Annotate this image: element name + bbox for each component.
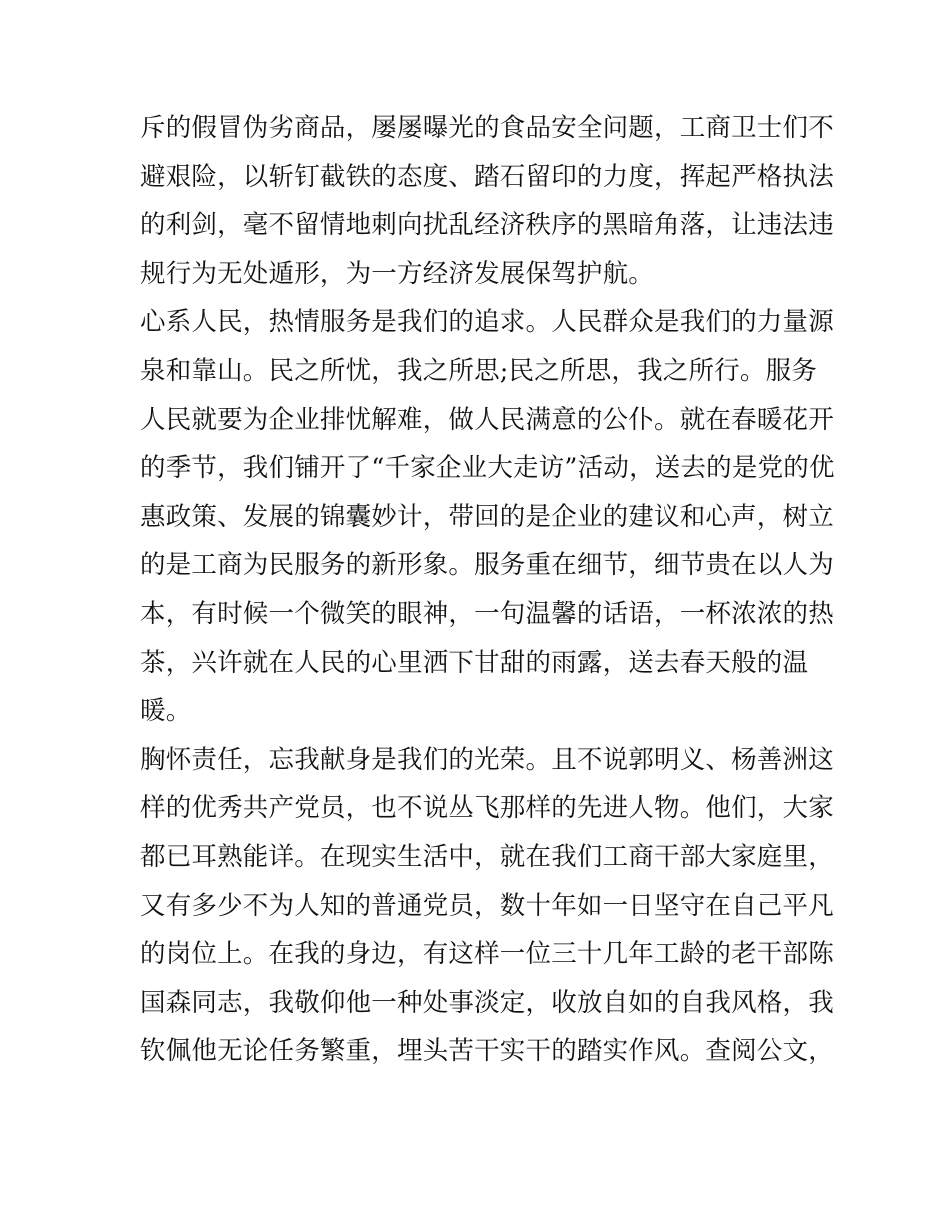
text-line: 又有多少不为人知的普通党员，数十年如一日坚守在自己平凡 [140, 890, 834, 921]
text-line: 都已耳熟能详。在现实生活中，就在我们工商干部大家庭里， [140, 841, 834, 872]
text-line: 的季节，我们铺开了“千家企业大走访”活动，送去的是党的优 [140, 453, 835, 484]
text-line: 的岗位上。在我的身边，有这样一位三十几年工龄的老干部陈 [140, 939, 834, 970]
text-line: 人民就要为企业排忧解难，做人民满意的公仆。就在春暖花开 [140, 404, 834, 435]
text-line: 心系人民，热情服务是我们的追求。人民群众是我们的力量源 [140, 307, 834, 338]
text-line: 惠政策、发展的锦囊妙计，带回的是企业的建议和心声，树立 [140, 501, 834, 532]
text-line: 国森同志，我敬仰他一种处事淡定，收放自如的自我风格，我 [140, 987, 834, 1018]
text-line: 泉和靠山。民之所忧，我之所思;民之所思，我之所行。服务 [140, 355, 817, 386]
document-body [140, 104, 835, 1076]
text-line: 样的优秀共产党员，也不说丛飞那样的先进人物。他们，大家 [140, 793, 834, 824]
text-line: 本，有时候一个微笑的眼神，一句温馨的话语，一杯浓浓的热 [140, 598, 834, 629]
text-line: 钦佩他无论任务繁重，埋头苦干实干的踏实作风。查阅公文， [140, 1036, 834, 1067]
text-line: 胸怀责任，忘我献身是我们的光荣。且不说郭明义、杨善洲这 [140, 744, 834, 775]
text-line: 的是工商为民服务的新形象。服务重在细节，细节贵在以人为 [140, 550, 834, 581]
text-line: 避艰险，以斩钉截铁的态度、踏石留印的力度，挥起严格执法 [140, 161, 834, 192]
text-line: 的利剑，毫不留情地刺向扰乱经济秩序的黑暗角落，让违法违 [140, 210, 834, 241]
text-line: 暖。 [140, 696, 192, 727]
text-line: 规行为无处遁形，为一方经济发展保驾护航。 [140, 258, 655, 289]
text-line: 茶，兴许就在人民的心里洒下甘甜的雨露，送去春天般的温 [140, 647, 809, 678]
text-line: 斥的假冒伪劣商品，屡屡曝光的食品安全问题，工商卫士们不 [140, 113, 834, 143]
